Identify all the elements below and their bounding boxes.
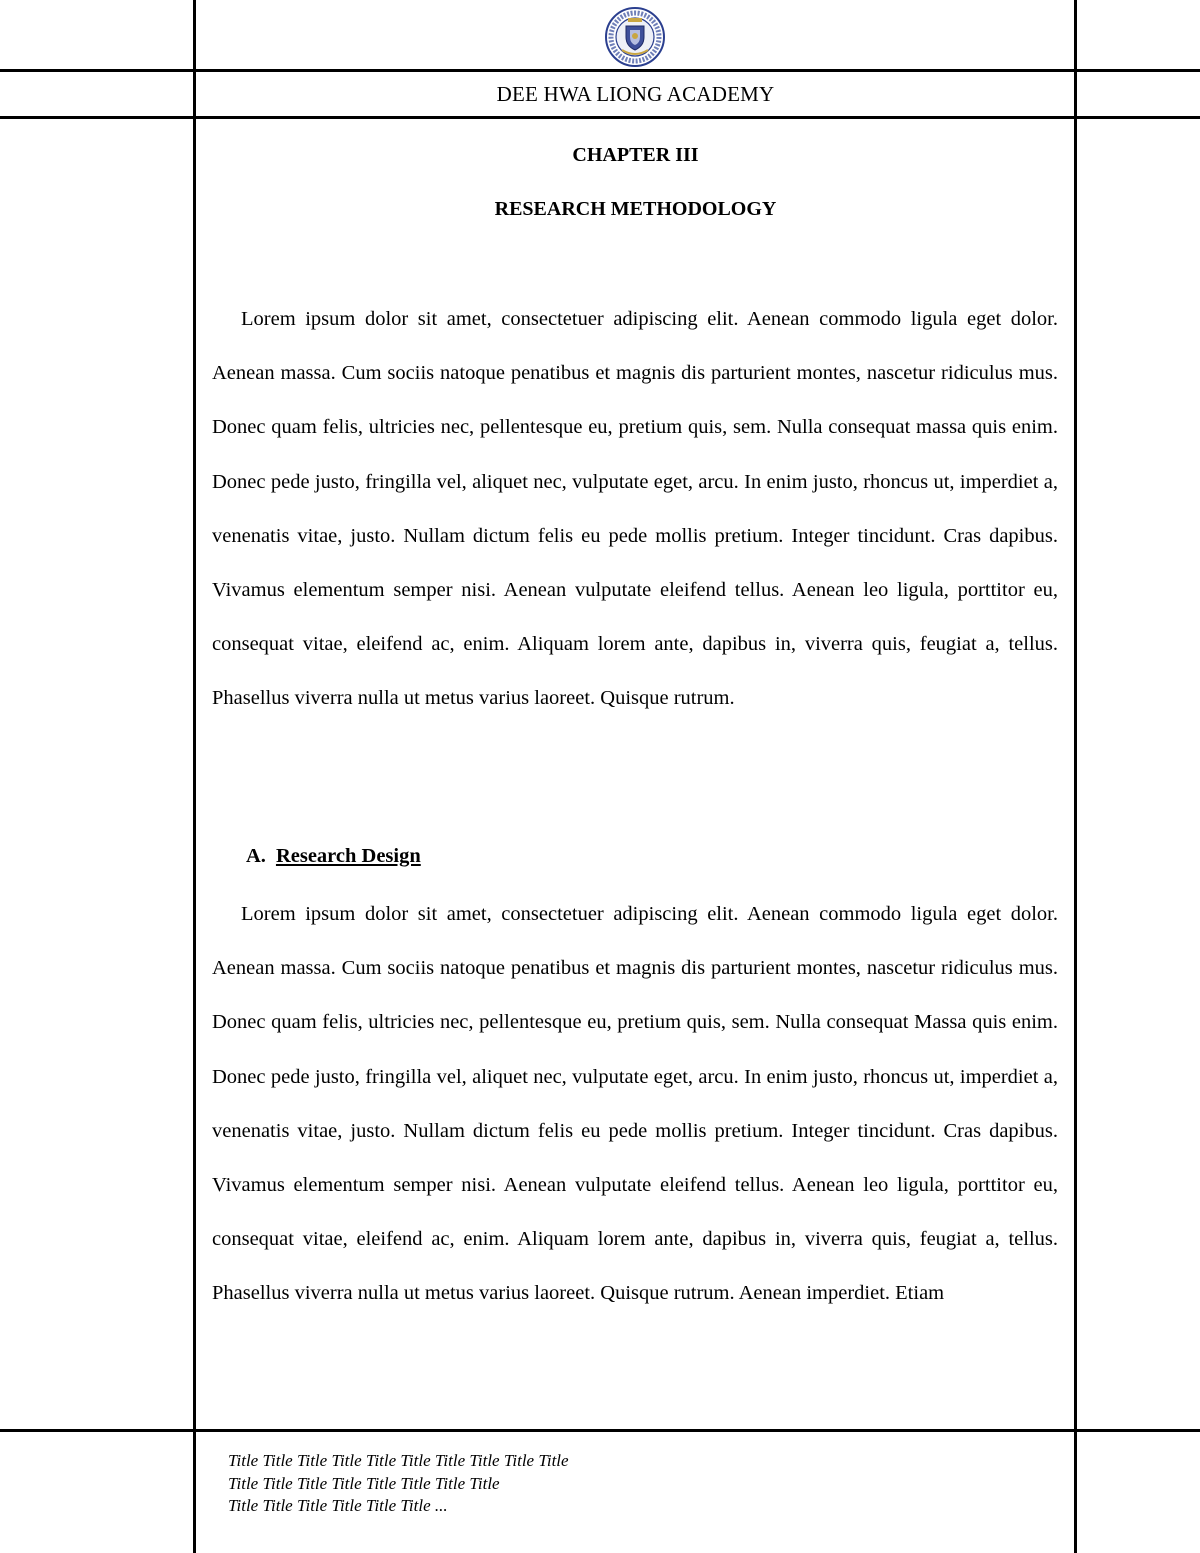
chapter-number: CHAPTER III	[572, 144, 699, 166]
footer-title-line: Title Title Title Title Title Title Title Title	[228, 1473, 500, 1493]
section-heading	[246, 845, 421, 868]
right-margin-rule-lower	[1074, 1016, 1077, 1553]
section-title: Research Design	[275, 845, 421, 867]
chapter-title: RESEARCH METHODOLOGY	[494, 198, 777, 220]
header-bottom-rule	[0, 116, 1200, 119]
footer-top-rule	[0, 1429, 1200, 1432]
footer-title-line: Title Title Title Title Title Title ...	[228, 1496, 448, 1515]
left-margin-rule	[193, 0, 196, 1553]
section-letter: A.	[246, 845, 266, 867]
header-top-rule	[0, 69, 1200, 72]
intro-paragraph: Lorem ipsum dolor sit amet, consectetuer adipiscing elit. Aenean commodo ligula eget dolor. Aenean massa. Cum sociis natoque penatibus et magnis dis parturient montes, nascetur ridiculus mus. Donec quam felis, ultricies nec, pellentesque eu, pretium quis, sem. Nulla consequat massa quis enim. Donec pede justo, fringilla vel, aliquet nec, vulputate eget, arcu. In enim justo, rhoncus ut, imperdiet a, venenatis vitae, justo. Nullam dictum felis eu pede mollis pretium. Integer tincidunt. Cras dapibus. Vivamus elementum semper nisi. Aenean vulputate eleifend tellus. Aenean leo ligula, porttitor eu, consequat vitae, eleifend ac, enim. Aliquam lorem ante, dapibus in, viverra quis, feugiat a, tellus. Phasellus viverra nulla ut metus varius laoreet. Quisque rutrum.	[212, 308, 1058, 710]
section-paragraph: Lorem ipsum dolor sit amet, consectetuer adipiscing elit. Aenean commodo ligula eget dolor. Aenean massa. Cum sociis natoque penatibus et magnis dis parturient montes, nascetur ridiculus mus. Donec quam felis, ultricies nec, pellentesque eu, pretium quis, sem. Nulla consequat Massa quis enim. Donec pede justo, fringilla vel, aliquet nec, vulputate eget, arcu. In enim justo, rhoncus ut, imperdiet a, venenatis vitae, justo. Nullam dictum felis eu pede mollis pretium. Integer tincidunt. Cras dapibus. Vivamus elementum semper nisi. Aenean vulputate eleifend tellus. Aenean leo ligula, porttitor eu, consequat vitae, eleifend ac, enim. Aliquam lorem ante, dapibus in, viverra quis, feugiat a, tellus. Phasellus viverra nulla ut metus varius laoreet. Quisque rutrum. Aenean imperdiet. Etiam	[212, 903, 1058, 1305]
academy-seal-icon	[604, 6, 666, 68]
footer-title-line: Title Title Title Title Title Title Title Title Title Title	[228, 1451, 569, 1470]
school-name: DEE HWA LIONG ACADEMY	[496, 82, 775, 106]
footer-research-title	[228, 1450, 569, 1518]
